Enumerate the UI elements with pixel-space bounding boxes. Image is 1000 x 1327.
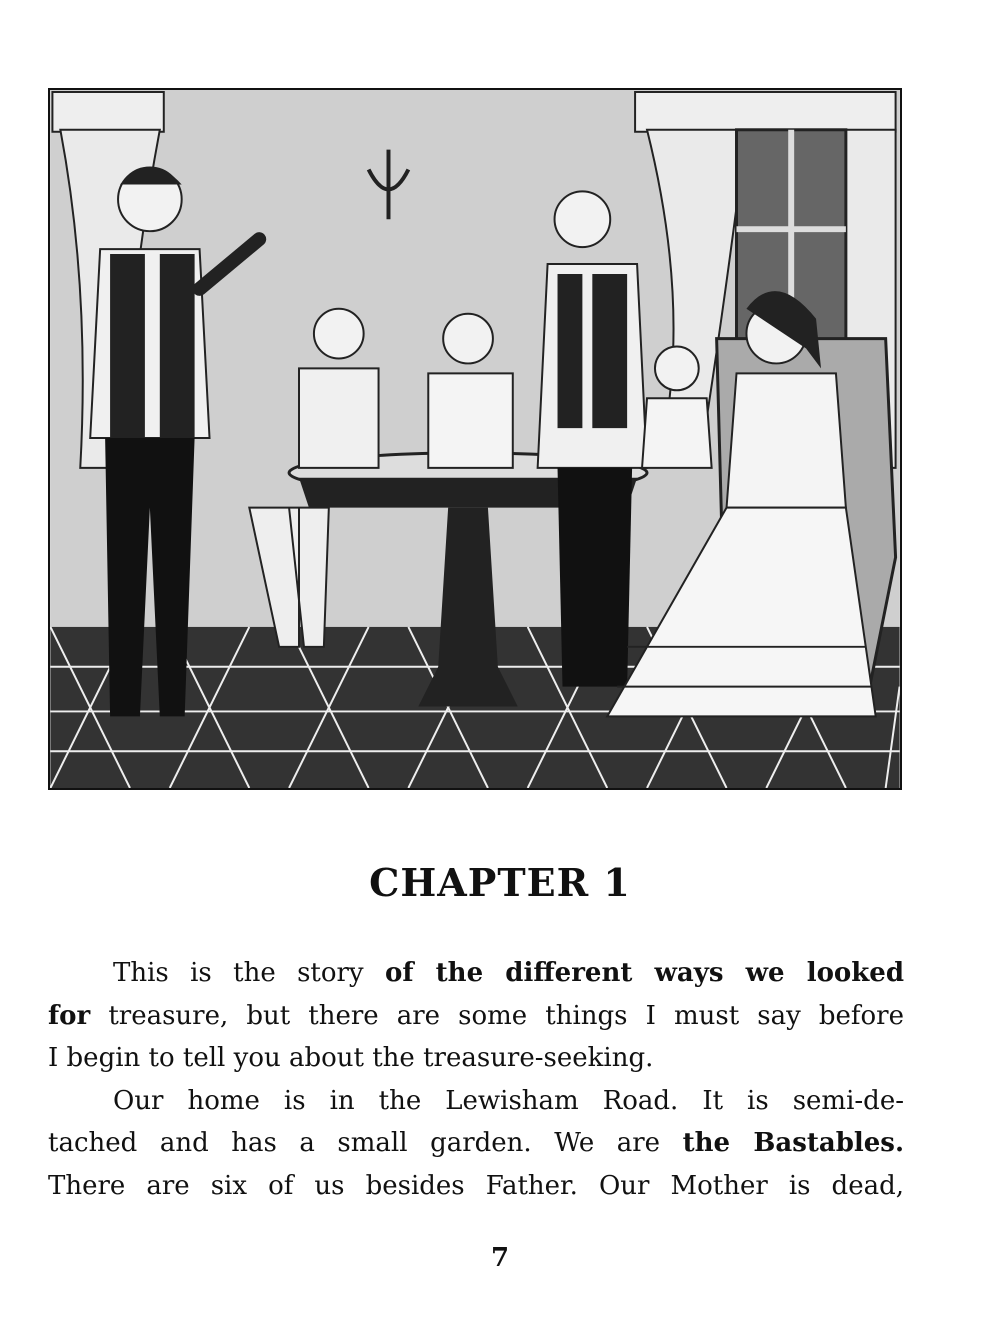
text-line xyxy=(0,1037,904,1080)
bold-text: for xyxy=(48,1000,91,1031)
bold-text: of the different ways we looked xyxy=(385,958,905,988)
text-line xyxy=(48,952,904,995)
chapter-illustration xyxy=(48,88,902,790)
chapter-title: CHAPTER 1 xyxy=(369,860,631,905)
text-run: tached and has a small garden. We are xyxy=(48,1128,683,1158)
page-number: 7 xyxy=(490,1243,510,1273)
text-run: There are six of us besides Father. Our Mother is dead, xyxy=(48,1170,904,1201)
text-run: Our home is in the Lewisham Road. It is semi-de- xyxy=(113,1085,904,1116)
text-line xyxy=(0,1122,904,1165)
text-line xyxy=(0,1165,904,1208)
text-run: I begin to tell you about the treasure-seeking. xyxy=(48,1043,654,1073)
text-line xyxy=(0,995,904,1038)
bold-text: the Bastables. xyxy=(682,1128,904,1158)
paragraph xyxy=(48,1080,904,1208)
paragraph xyxy=(48,952,904,1080)
body-text xyxy=(48,952,904,1207)
text-run: treasure, but there are some things I must say before xyxy=(90,1000,904,1031)
text-run: This is the story xyxy=(113,958,385,988)
text-line xyxy=(48,1080,904,1123)
family-scene-picture xyxy=(50,90,900,788)
